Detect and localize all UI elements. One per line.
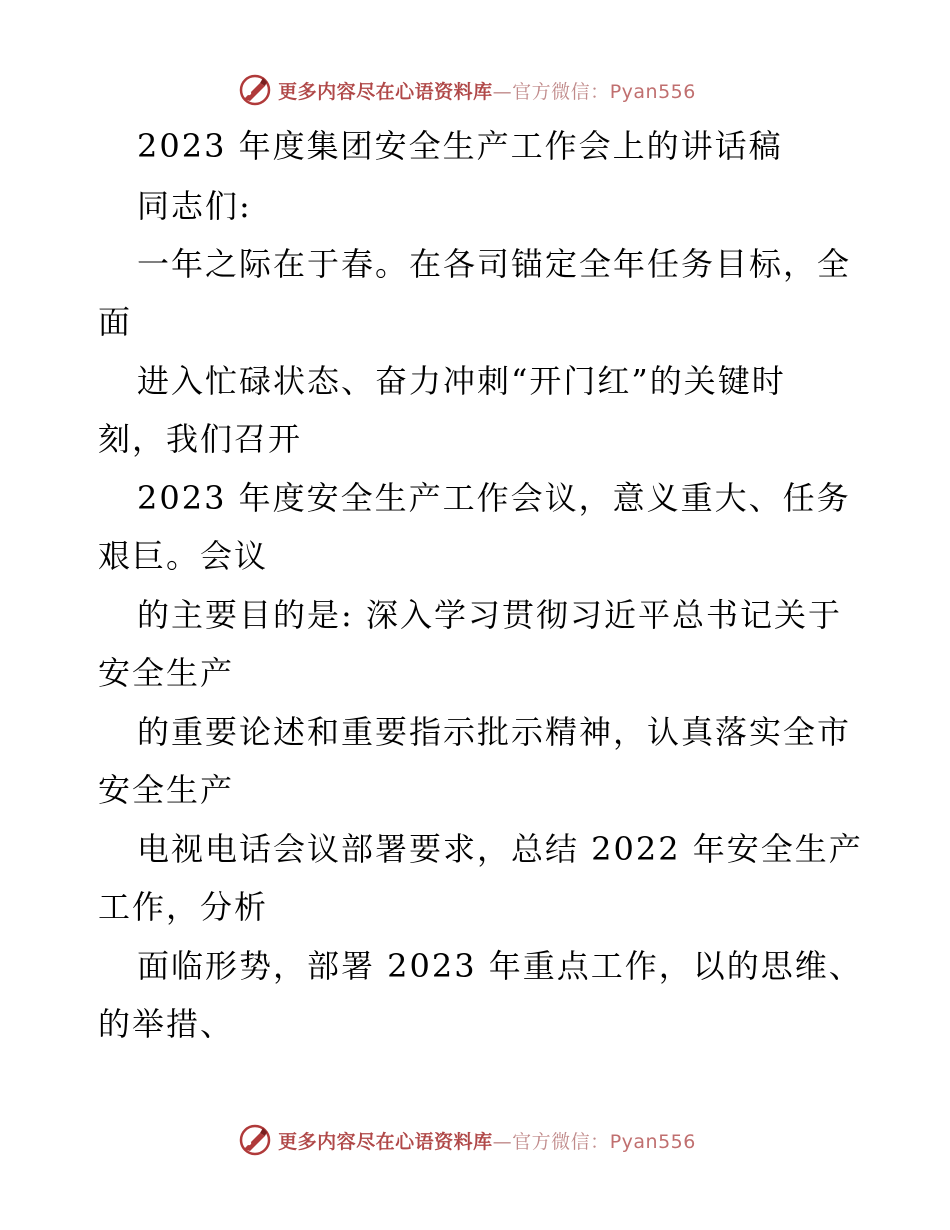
paragraph-line: 一年之际在于春。在各司锚定全年任务目标，全 (137, 245, 852, 283)
paragraph-line: 刻，我们召开 (98, 420, 303, 458)
pen-logo-icon (238, 73, 272, 107)
pen-logo-icon (238, 1123, 272, 1157)
paragraph-line: 面 (98, 303, 133, 341)
paragraph-line: 安全生产 (98, 654, 235, 692)
header-watermark (0, 70, 950, 110)
watermark-group (238, 73, 696, 107)
paragraph-line: 2023 年度安全生产工作会议，意义重大、任务 (137, 479, 851, 517)
watermark-brand: 更多内容尽在心语资料库 (278, 80, 493, 103)
watermark-group (238, 1123, 696, 1157)
watermark-text (278, 77, 696, 104)
watermark-label: 官方微信： (512, 1130, 610, 1153)
watermark-brand: 更多内容尽在心语资料库 (278, 1130, 493, 1153)
watermark-wechat-id: Pyan556 (609, 80, 696, 103)
paragraph-line: 安全生产 (98, 771, 235, 809)
footer-watermark (0, 1120, 950, 1160)
paragraph-line: 工作，分析 (98, 888, 269, 926)
watermark-separator: — (492, 80, 513, 103)
document-title: 2023 年度集团安全生产工作会上的讲话稿 (137, 127, 783, 165)
paragraph-line: 的重要论述和重要指示批示精神，认真落实全市 (137, 713, 852, 751)
paragraph-line: 面临形势，部署 2023 年重点工作，以的思维、 (137, 947, 863, 985)
watermark-label: 官方微信： (512, 80, 610, 103)
paragraph-line: 的举措、 (98, 1005, 235, 1043)
watermark-separator: — (492, 1130, 513, 1153)
paragraph-line: 艰巨。会议 (98, 537, 269, 575)
salutation-line: 同志们: (137, 187, 252, 225)
watermark-text (278, 1127, 696, 1154)
paragraph-line: 的主要目的是: 深入学习贯彻习近平总书记关于 (137, 596, 842, 634)
paragraph-line: 进入忙碌状态、奋力冲刺“开门红”的关键时 (137, 362, 786, 400)
paragraph-line: 电视电话会议部署要求，总结 2022 年安全生产 (137, 830, 863, 868)
watermark-wechat-id: Pyan556 (609, 1130, 696, 1153)
